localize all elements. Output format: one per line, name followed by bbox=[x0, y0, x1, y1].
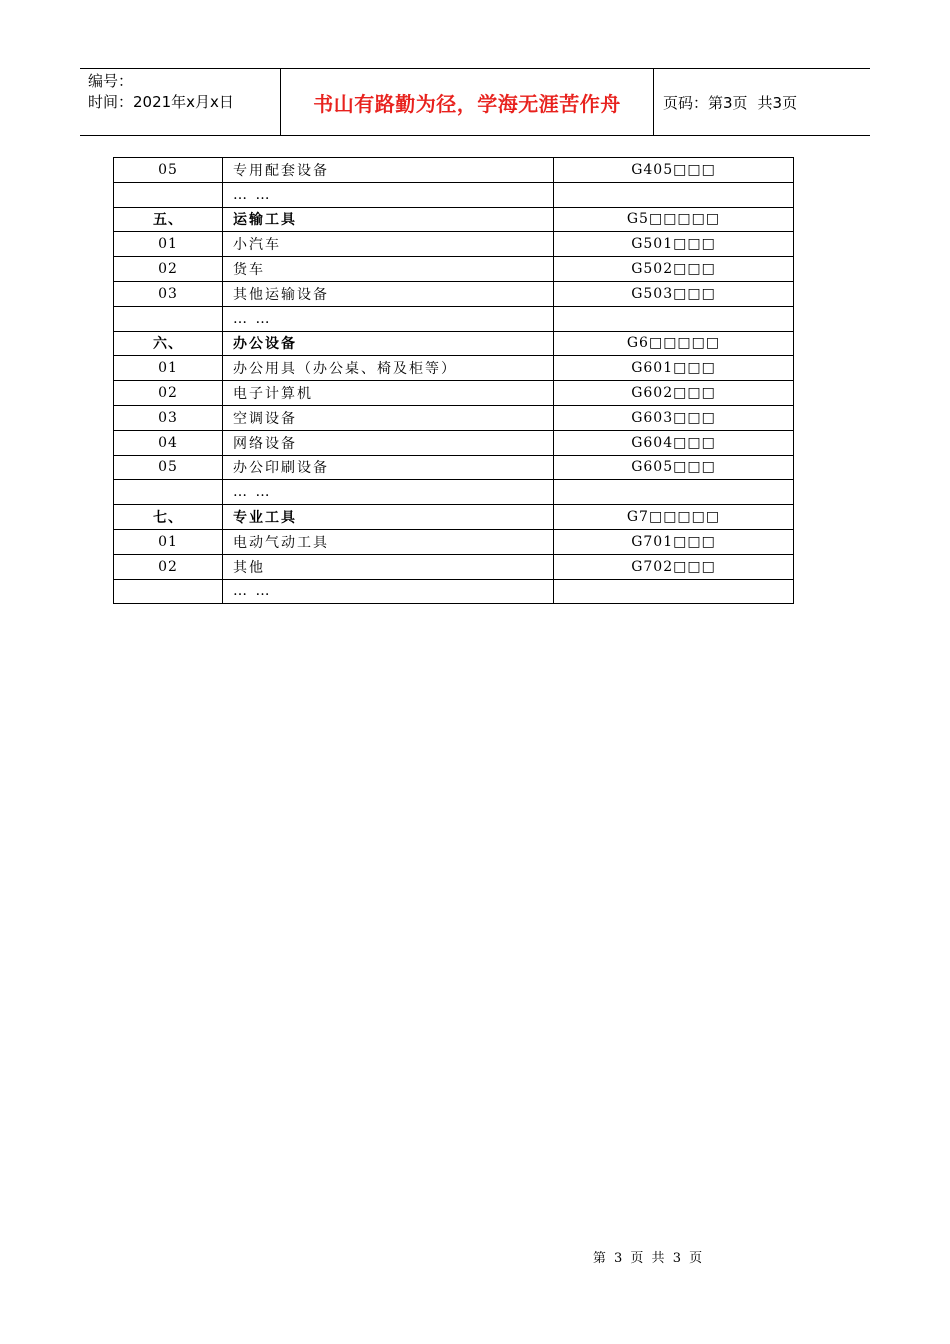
row-number-cell: 01 bbox=[114, 356, 223, 381]
row-code-cell: G701□□□ bbox=[554, 529, 794, 554]
table-row bbox=[114, 579, 794, 604]
row-name-cell: 货车 bbox=[223, 257, 554, 282]
row-name-cell: 其他 bbox=[223, 554, 554, 579]
table-row bbox=[114, 356, 794, 381]
table-row bbox=[114, 405, 794, 430]
table-row bbox=[114, 381, 794, 406]
row-code-cell bbox=[554, 306, 794, 331]
row-name-cell: 运输工具 bbox=[223, 207, 554, 232]
row-code-cell: G501□□□ bbox=[554, 232, 794, 257]
document-time-label: 时间：2021年x月x日 bbox=[88, 93, 234, 111]
row-code-cell: G603□□□ bbox=[554, 405, 794, 430]
row-code-cell: G601□□□ bbox=[554, 356, 794, 381]
table-row bbox=[114, 430, 794, 455]
row-name-cell: 电动气动工具 bbox=[223, 529, 554, 554]
row-name-cell: 办公印刷设备 bbox=[223, 455, 554, 480]
row-code-cell: G605□□□ bbox=[554, 455, 794, 480]
row-number-cell: 05 bbox=[114, 455, 223, 480]
row-code-cell: G502□□□ bbox=[554, 257, 794, 282]
page-header bbox=[80, 68, 870, 136]
row-code-cell: G702□□□ bbox=[554, 554, 794, 579]
row-name-cell: 专用配套设备 bbox=[223, 158, 554, 183]
header-meta bbox=[80, 69, 281, 135]
row-number-cell bbox=[114, 182, 223, 207]
row-name-cell: 小汽车 bbox=[223, 232, 554, 257]
header-page-number: 页码：第3页 bbox=[663, 93, 748, 112]
row-code-cell: G6□□□□□ bbox=[554, 331, 794, 356]
row-name-cell: 办公设备 bbox=[223, 331, 554, 356]
row-code-cell: G503□□□ bbox=[554, 281, 794, 306]
row-number-cell: 02 bbox=[114, 381, 223, 406]
row-number-cell: 03 bbox=[114, 281, 223, 306]
row-name-cell: … … bbox=[223, 306, 554, 331]
table-row bbox=[114, 306, 794, 331]
row-number-cell: 05 bbox=[114, 158, 223, 183]
header-page-total: 共3页 bbox=[757, 93, 798, 112]
table-row bbox=[114, 232, 794, 257]
row-number-cell bbox=[114, 306, 223, 331]
page-footer: 第 3 页 共 3 页 bbox=[592, 1251, 705, 1266]
row-number-cell: 七、 bbox=[114, 505, 223, 530]
row-number-cell: 02 bbox=[114, 554, 223, 579]
row-code-cell: G604□□□ bbox=[554, 430, 794, 455]
table-section-row bbox=[114, 505, 794, 530]
row-name-cell: … … bbox=[223, 579, 554, 604]
table-row bbox=[114, 158, 794, 183]
table-row bbox=[114, 281, 794, 306]
row-code-cell bbox=[554, 182, 794, 207]
table-row bbox=[114, 554, 794, 579]
row-number-cell: 04 bbox=[114, 430, 223, 455]
document-number-label: 编号： bbox=[88, 72, 134, 90]
row-name-cell: 电子计算机 bbox=[223, 381, 554, 406]
row-number-cell: 六、 bbox=[114, 331, 223, 356]
table-row bbox=[114, 182, 794, 207]
table-section-row bbox=[114, 331, 794, 356]
row-code-cell: G405□□□ bbox=[554, 158, 794, 183]
row-name-cell: 空调设备 bbox=[223, 405, 554, 430]
table-body bbox=[114, 158, 794, 604]
row-code-cell: G7□□□□□ bbox=[554, 505, 794, 530]
row-number-cell: 03 bbox=[114, 405, 223, 430]
row-code-cell bbox=[554, 480, 794, 505]
row-name-cell: 网络设备 bbox=[223, 430, 554, 455]
table-section-row bbox=[114, 207, 794, 232]
row-name-cell: 专业工具 bbox=[223, 505, 554, 530]
asset-classification-table bbox=[113, 157, 794, 604]
row-number-cell bbox=[114, 579, 223, 604]
row-number-cell: 01 bbox=[114, 232, 223, 257]
header-page-info bbox=[654, 69, 870, 135]
row-number-cell: 01 bbox=[114, 529, 223, 554]
row-number-cell: 02 bbox=[114, 257, 223, 282]
table-row bbox=[114, 455, 794, 480]
row-number-cell bbox=[114, 480, 223, 505]
row-name-cell: … … bbox=[223, 480, 554, 505]
row-name-cell: … … bbox=[223, 182, 554, 207]
row-code-cell bbox=[554, 579, 794, 604]
row-name-cell: 办公用具（办公桌、椅及柜等） bbox=[223, 356, 554, 381]
table-row bbox=[114, 480, 794, 505]
row-number-cell: 五、 bbox=[114, 207, 223, 232]
table-row bbox=[114, 529, 794, 554]
table-row bbox=[114, 257, 794, 282]
row-name-cell: 其他运输设备 bbox=[223, 281, 554, 306]
row-code-cell: G602□□□ bbox=[554, 381, 794, 406]
row-code-cell: G5□□□□□ bbox=[554, 207, 794, 232]
header-motto: 书山有路勤为径，学海无涯苦作舟 bbox=[281, 69, 654, 135]
